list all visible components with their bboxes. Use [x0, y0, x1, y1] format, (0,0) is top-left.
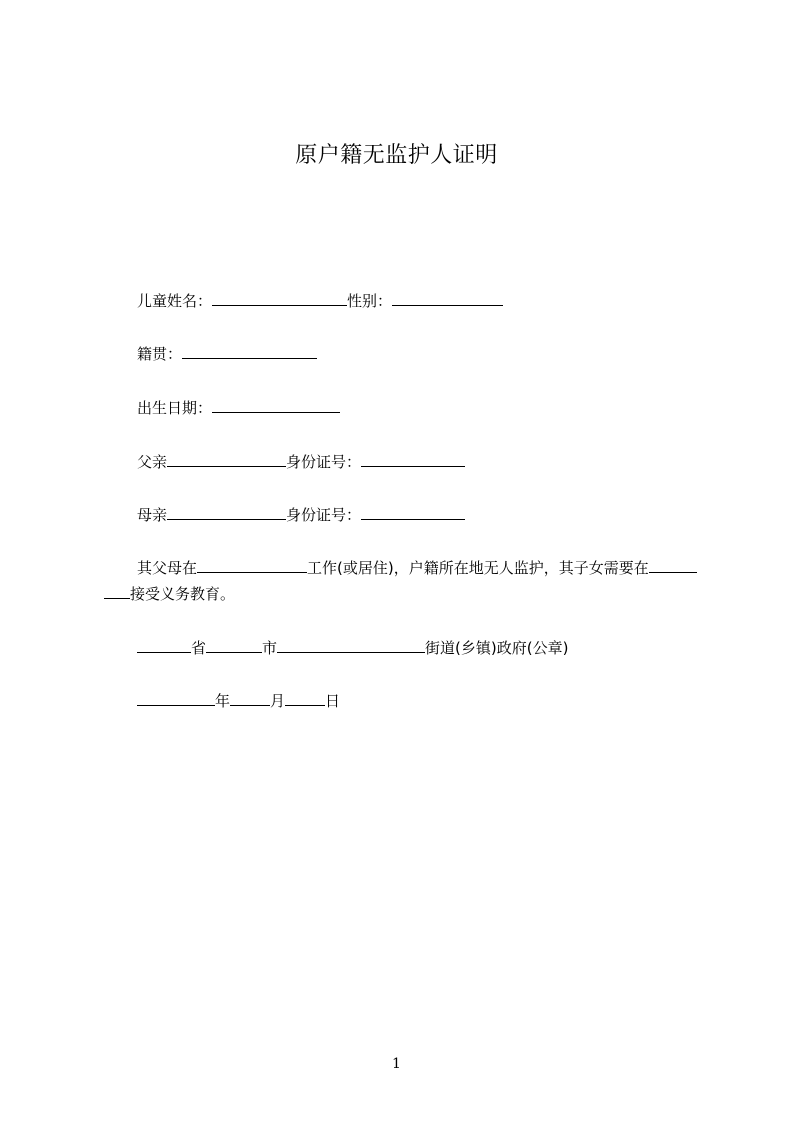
province-label: 省: [191, 639, 207, 657]
mother-label: 母亲: [137, 506, 168, 524]
day-blank[interactable]: [285, 691, 325, 706]
office-label: 街道(乡镇)政府(公章): [425, 639, 569, 657]
statement-part3: 接受义务教育。: [130, 585, 236, 603]
work-place-blank[interactable]: [197, 558, 307, 573]
city-label: 市: [262, 639, 278, 657]
father-label: 父亲: [137, 453, 168, 471]
father-row: [137, 452, 465, 472]
father-name-blank[interactable]: [167, 452, 286, 467]
father-id-label: 身份证号：: [286, 453, 362, 471]
gender-blank[interactable]: [392, 291, 503, 306]
month-blank[interactable]: [230, 691, 270, 706]
birth-date-row: [137, 398, 340, 418]
mother-name-blank[interactable]: [167, 505, 286, 520]
statement-line-2: [104, 581, 704, 607]
statement-paragraph: [104, 555, 704, 607]
child-name-blank[interactable]: [212, 291, 347, 306]
statement-part2: 工作(或居住)，户籍所在地无人监护，其子女需要在: [307, 559, 649, 577]
year-blank[interactable]: [137, 691, 215, 706]
school-place-blank-cont[interactable]: [104, 584, 130, 599]
city-blank[interactable]: [206, 638, 262, 653]
statement-line-1: [104, 555, 704, 581]
birth-date-blank[interactable]: [212, 398, 340, 413]
page-number: 1: [392, 1056, 401, 1072]
document-title: 原户籍无监护人证明: [295, 143, 498, 168]
date-row: [137, 691, 340, 711]
birth-date-label: 出生日期：: [137, 399, 213, 417]
province-blank[interactable]: [137, 638, 191, 653]
father-id-blank[interactable]: [361, 452, 465, 467]
seal-row: [137, 638, 568, 658]
statement-part1: 其父母在: [137, 559, 198, 577]
office-blank[interactable]: [277, 638, 425, 653]
gender-label: 性别：: [347, 292, 393, 310]
mother-row: [137, 505, 465, 525]
child-name-label: 儿童姓名：: [137, 292, 213, 310]
native-place-label: 籍贯：: [137, 345, 183, 363]
mother-id-label: 身份证号：: [286, 506, 362, 524]
child-name-row: [137, 291, 503, 311]
month-label: 月: [270, 692, 286, 710]
year-label: 年: [215, 692, 231, 710]
mother-id-blank[interactable]: [361, 505, 465, 520]
school-place-blank[interactable]: [649, 558, 697, 573]
day-label: 日: [325, 692, 341, 710]
native-place-blank[interactable]: [182, 344, 317, 359]
native-place-row: [137, 344, 317, 364]
